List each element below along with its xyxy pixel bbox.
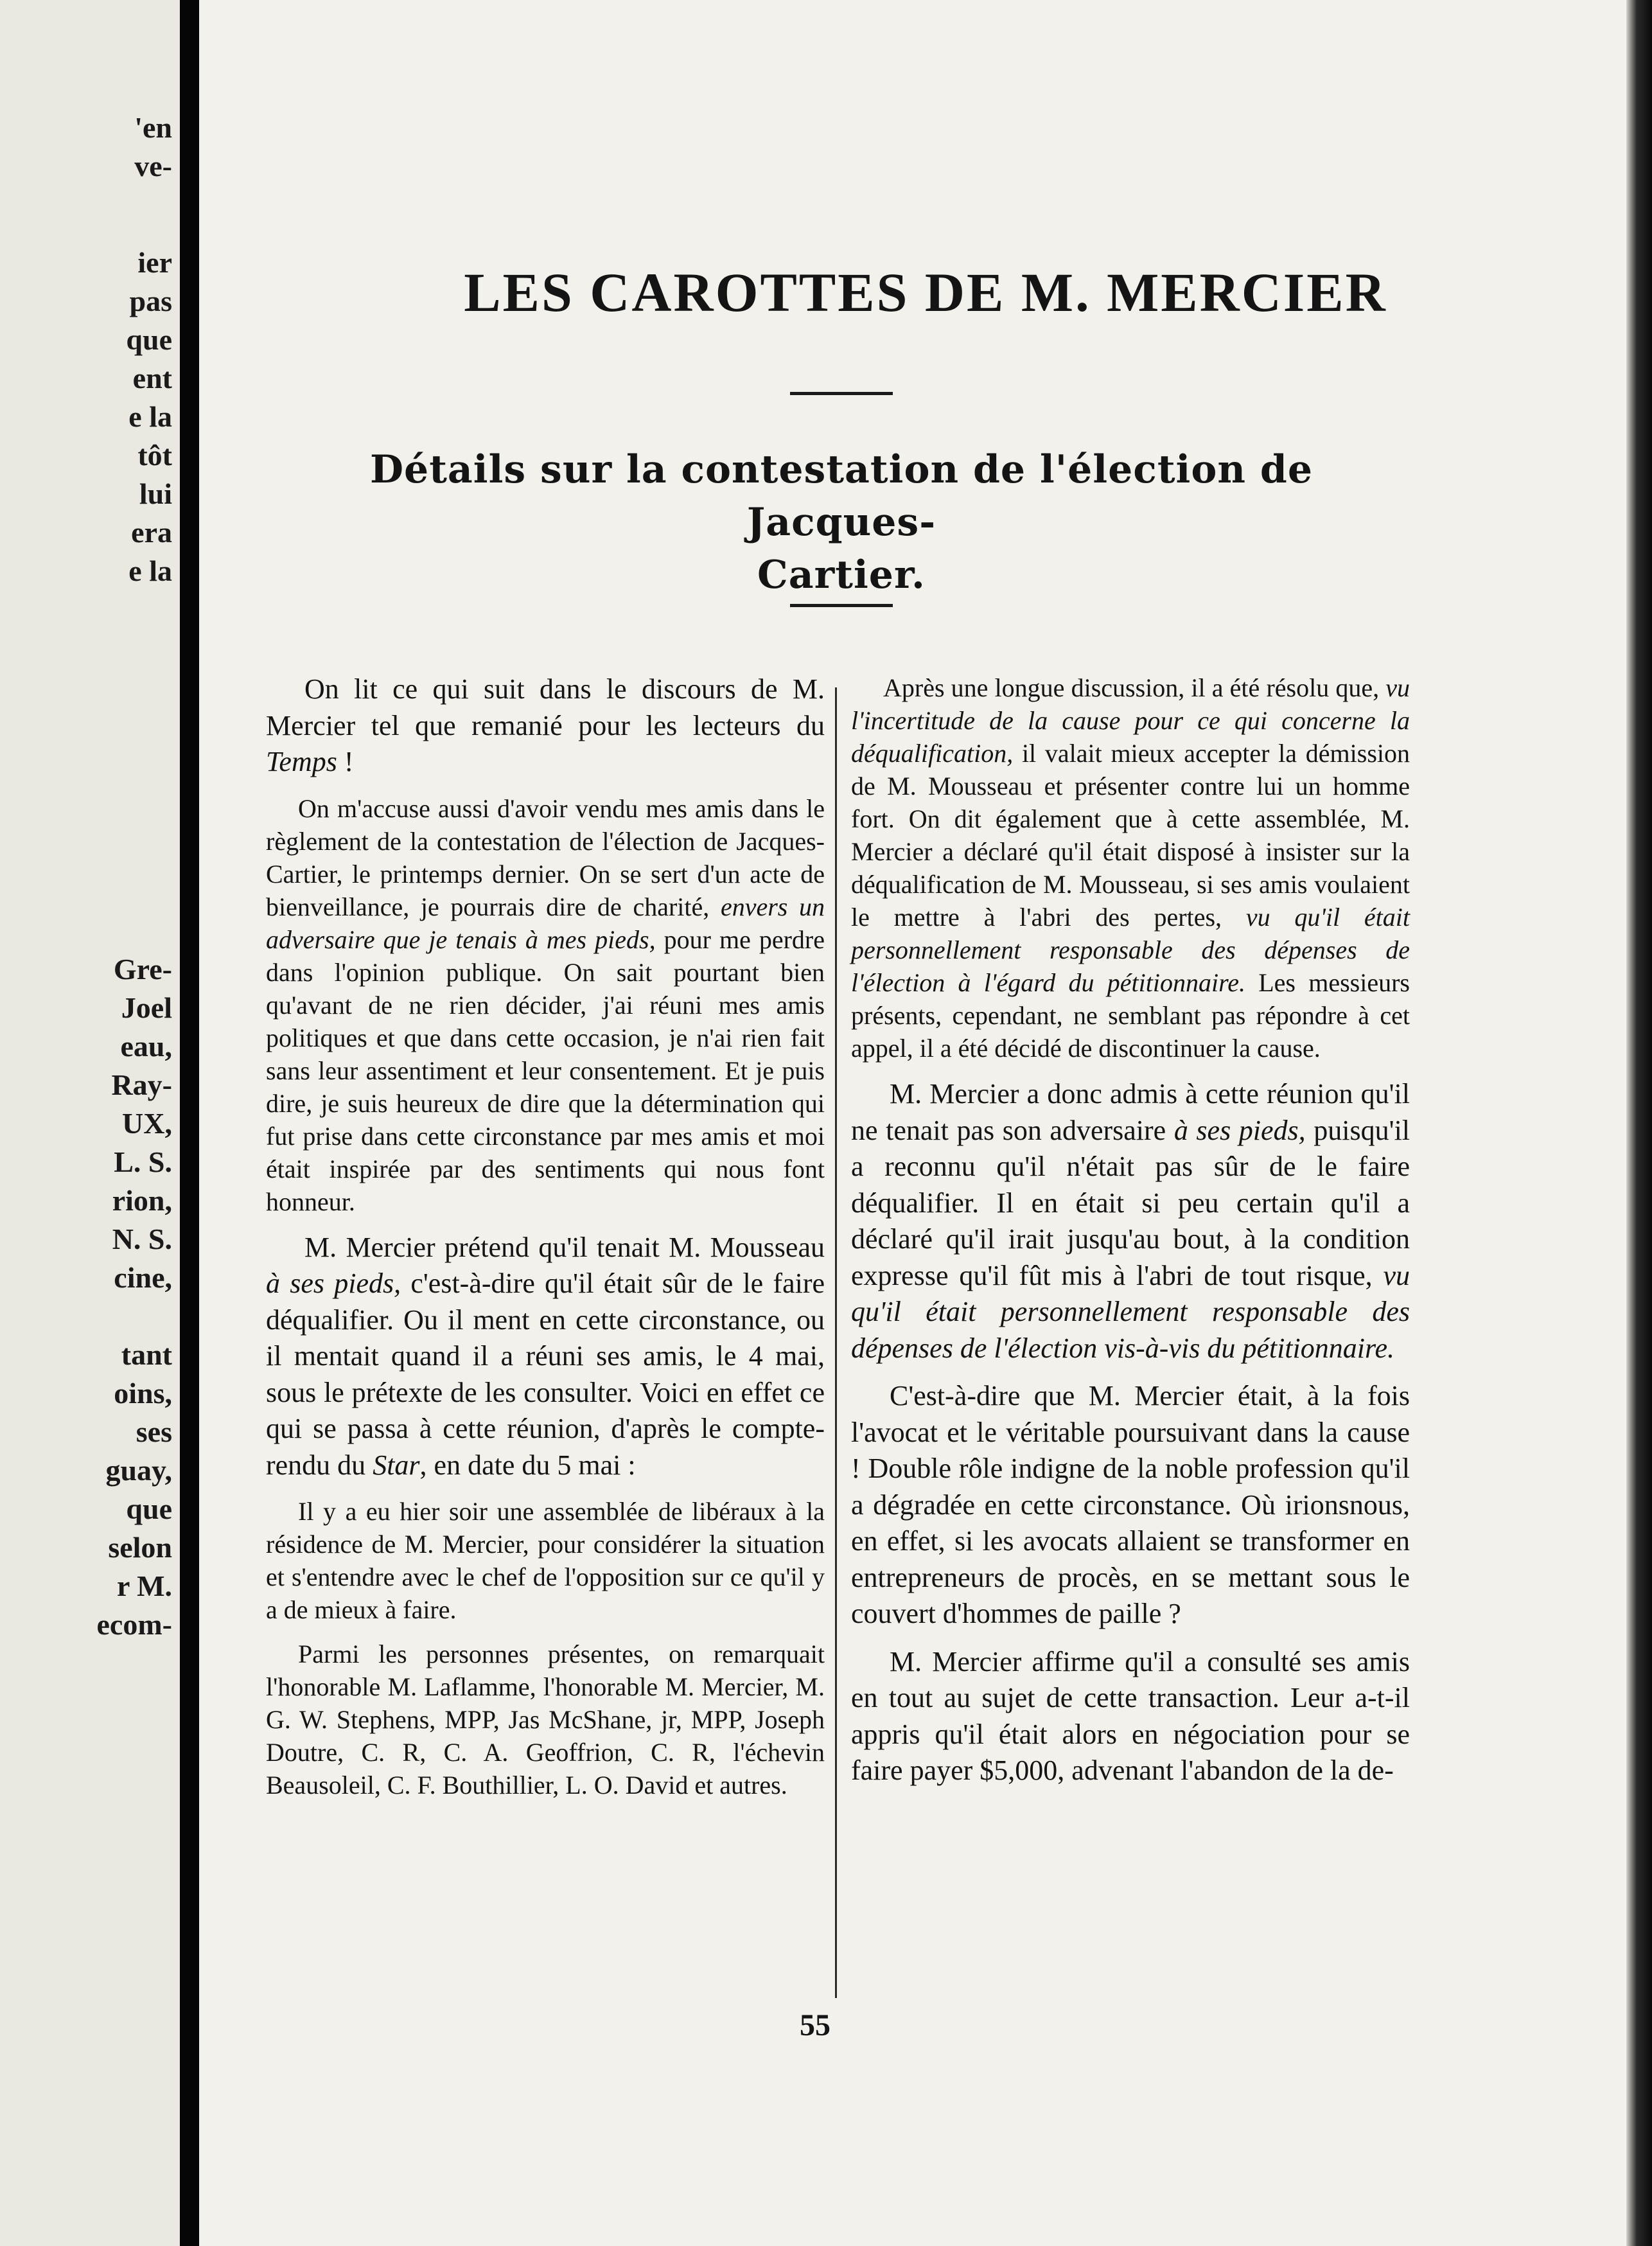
facing-page-fragment: cine, <box>114 1261 172 1294</box>
page-edge <box>1626 0 1652 2246</box>
facing-page-fragment: ve- <box>134 150 172 182</box>
paragraph: M. Mercier a donc admis à cette réunion qu'il ne tenait pas son adversaire à ses pieds, puisqu'il a reconnu qu'il n'était pas sûr de le faire déqualifier. Il en était si peu certain qu'il a déclaré qu'il irait jusqu'au bout, à la condition expresse qu'il fût mis à l'abri de tout risque, vu qu'il était personnellement responsable des dépenses de l'élection vis-à-vis du pétitionnaire. <box>851 1078 1410 1364</box>
facing-page-fragment: oins, <box>114 1377 172 1410</box>
title-rule <box>790 392 893 395</box>
paragraph: On lit ce qui suit dans le discours de M. Mercier tel que remanié pour les lecteurs du Temps ! <box>266 673 825 777</box>
facing-page-fragment: ier <box>137 246 172 279</box>
quoted-report: Après une longue discussion, il a été résolu que, vu l'incertitude de la cause pour ce qui concerne la déqualification, il valait mieux accepter la démission de M. Mousseau et présenter contre lui un homme fort. On dit également que à cette assemblée, M. Mercier a déclaré qu'il était disposé à insister sur la déqualification de M. Mousseau, si ses amis voulaient le mettre à l'abri des pertes, vu qu'il était personnellement responsable des dépenses de l'élection à l'égard du pétitionnaire. Les messieurs présents, cependant, ne semblant pas répondre à cet appel, il a été décidé de discontinuer la cause. <box>851 673 1410 1063</box>
subtitle-line-1: Détails sur la contestation de l'élection de Jacques- <box>369 447 1313 545</box>
facing-page-strip <box>0 0 180 2246</box>
facing-page-fragment: tant <box>121 1338 172 1371</box>
quoted-speech: On m'accuse aussi d'avoir vendu mes amis dans le règlement de la contestation de l'élection de Jacques-Cartier, le printemps dernier. On se sert d'un acte de bienveillance, je pourrais dire de charité, envers un adversaire que je tenais à mes pieds, pour me perdre dans l'opinion publique. On sait pourtant bien qu'avant de ne rien décider, j'ai réuni mes amis politiques et que dans cette occasion, je n'ai rien fait sans leur assentiment et leur consentement. Et je puis dire, je suis heureux de dire que la détermination qui fut prise dans cette circonstance par mes amis et moi était inspirée par des sentiments qui nous font honneur. <box>266 793 825 1216</box>
facing-page-fragment: era <box>131 516 172 549</box>
quoted-report: Il y a eu hier soir une assemblée de libéraux à la résidence de M. Mercier, pour considérer la situation et s'entendre avec le chef de l'opposition sur ce qu'il y a de mieux à faire. <box>266 1497 825 1624</box>
facing-page-fragment: pas <box>129 285 172 317</box>
facing-page-fragment: que <box>126 323 172 356</box>
facing-page-fragment: r M. <box>116 1570 172 1602</box>
paragraph: M. Mercier affirme qu'il a consulté ses amis en tout au sujet de cette transaction. Leur a-t-il appris qu'il était alors en négociation pour se faire payer $5,000, advenant l'abandon de la de- <box>851 1645 1410 1786</box>
page-number: 55 <box>800 2008 830 2042</box>
facing-page-fragment: eau, <box>120 1030 172 1063</box>
facing-page-fragment: tôt <box>137 439 172 472</box>
quoted-report: Parmi les personnes présentes, on remarquait l'honorable M. Laflamme, l'honorable M. Mercier, M. G. W. Stephens, MPP, Jas McShane, jr, MPP, Joseph Doutre, C. R, C. A. Geoffrion, C. R, l'échevin Beausoleil, C. F. Bouthillier, L. O. David et autres. <box>266 1640 825 1799</box>
facing-page-fragment: guay, <box>105 1454 172 1487</box>
paragraph: M. Mercier prétend qu'il tenait M. Mousseau à ses pieds, c'est-à-dire qu'il était sûr de le faire déqualifier. Ou il ment en cette circonstance, ou il mentait quand il a réuni ses amis, le 4 mai, sous le prétexte de les consulter. Voici en effet ce qui se passa à cette réunion, d'après le compte-rendu du Star, en date du 5 mai : <box>266 1231 825 1481</box>
facing-page-fragment: ecom- <box>96 1608 172 1641</box>
paragraph: C'est-à-dire que M. Mercier était, à la fois l'avocat et le véritable poursuivant dans la cause ! Double rôle indigne de la noble profession qu'il a dégradée en cette circonstance. Où irionsnous, en effet, si les avocats allaient se transformer en entrepreneurs de procès, en se mettant sous le couvert d'hommes de paille ? <box>851 1380 1410 1629</box>
facing-page-fragment: que <box>126 1492 172 1525</box>
subtitle-rule <box>790 604 893 607</box>
binding-gutter <box>180 0 199 2246</box>
facing-page-fragment: 'en <box>134 111 172 144</box>
facing-page-fragment: UX, <box>122 1107 172 1140</box>
subtitle-line-2: Cartier. <box>757 553 926 597</box>
facing-page-fragment: selon <box>108 1531 172 1564</box>
facing-page-fragment: lui <box>139 477 172 510</box>
facing-page-fragment: Joel <box>121 991 172 1024</box>
facing-page-fragment: ses <box>136 1415 172 1448</box>
facing-page-fragment: Gre- <box>113 953 172 986</box>
left-column <box>266 671 825 1813</box>
facing-page-fragment: e la <box>128 400 172 433</box>
facing-page-fragment: e la <box>128 554 172 587</box>
facing-page-fragment: L. S. <box>114 1145 172 1178</box>
facing-page-fragment: ent <box>132 362 172 394</box>
column-divider <box>835 687 837 1998</box>
facing-page-fragment: Ray- <box>111 1068 172 1101</box>
facing-page-fragment: N. S. <box>112 1223 172 1255</box>
page-title: LES CAROTTES DE M. MERCIER <box>464 261 1387 323</box>
right-column <box>851 671 1410 1801</box>
facing-page-fragment: rion, <box>112 1184 172 1217</box>
page-subtitle <box>270 443 1413 601</box>
